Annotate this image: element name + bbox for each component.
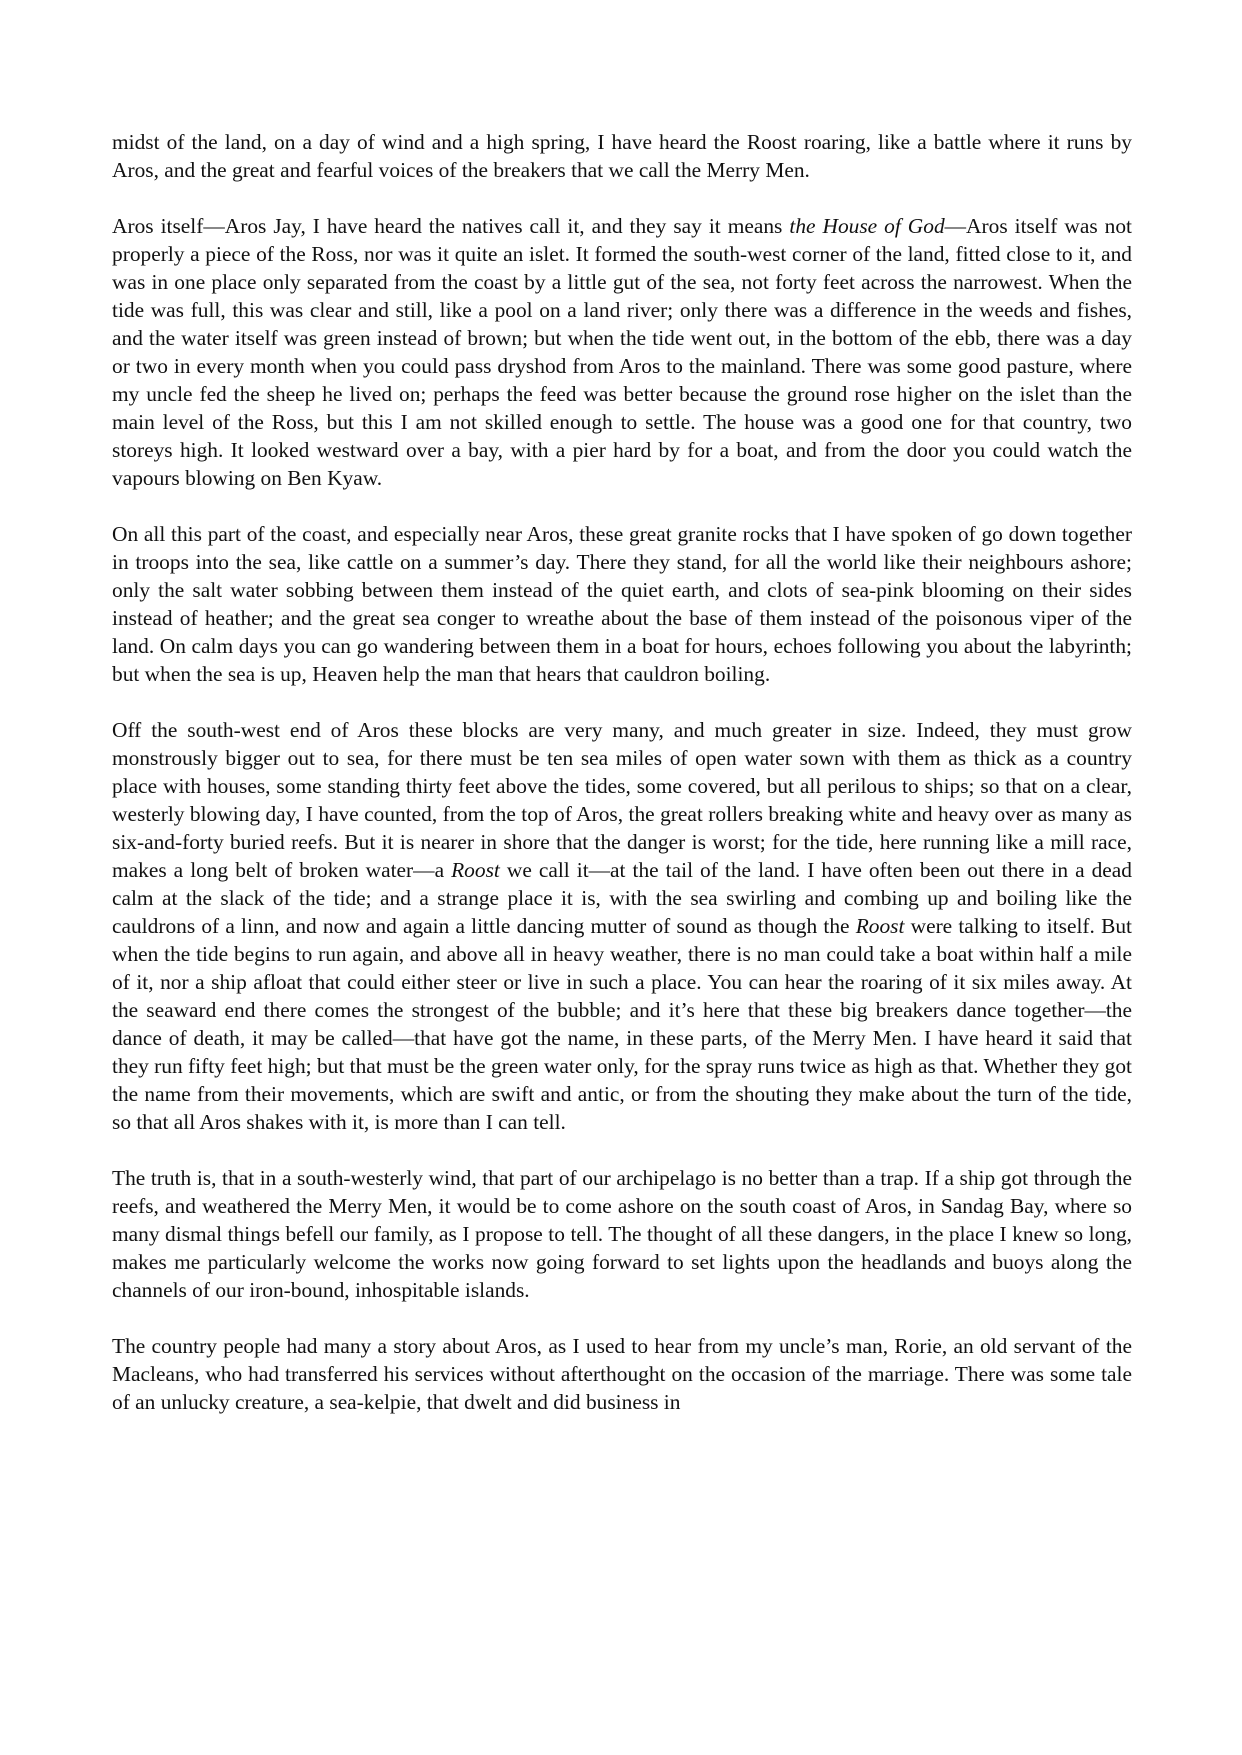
text-segment: midst of the land, on a day of wind and a high spring, I have heard the Roost roaring, like a battle where it runs by Aros, and the great and fearful voices of the breakers that we call the Merry Men. bbox=[112, 130, 1132, 182]
text-segment: The truth is, that in a south-westerly wind, that part of our archipelago is no better than a trap. If a ship got through the reefs, and weathered the Merry Men, it would be to come ashore on the south coast of Aros, in Sandag Bay, where so many dismal things befell our family, as I propose to tell. The thought of all these dangers, in the place I knew so long, makes me particularly welcome the works now going forward to set lights upon the headlands and buoys along the channels of our iron-bound, inhospitable islands. bbox=[112, 1166, 1132, 1302]
italic-segment: Roost bbox=[451, 858, 500, 882]
italic-segment: the House of God bbox=[789, 214, 945, 238]
text-segment: were talking to itself. But when the tide begins to run again, and above all in heavy weather, there is no man could take a boat within half a mile of it, nor a ship afloat that could either steer or live in such a place. You can hear the roaring of it six miles away. At the seaward end there comes the strongest of the bubble; and it’s here that these big breakers dance together—the dance of death, it may be called—that have got the name, in these parts, of the Merry Men. I have heard it said that they run fifty feet high; but that must be the green water only, for the spray runs twice as high as that. Whether they got the name from their movements, which are swift and antic, or from the shouting they make about the turn of the tide, so that all Aros shakes with it, is more than I can tell. bbox=[112, 914, 1132, 1134]
text-segment: Aros itself—Aros Jay, I have heard the natives call it, and they say it means bbox=[112, 214, 790, 238]
text-segment: Off the south-west end of Aros these blocks are very many, and much greater in size. Indeed, they must grow monstrously bigger out to sea, for there must be ten sea miles of open water sown with them as thick as a country place with houses, some standing thirty feet above the tides, some covered, but all perilous to ships; so that on a clear, westerly blowing day, I have counted, from the top of Aros, the great rollers breaking white and heavy over as many as six-and-forty buried reefs. But it is nearer in shore that the danger is worst; for the tide, here running like a mill race, makes a long belt of broken water—a bbox=[112, 718, 1132, 882]
text-segment: On all this part of the coast, and especially near Aros, these great granite rocks that I have spoken of go down together in troops into the sea, like cattle on a summer’s day. There they stand, for all the world like their neighbours ashore; only the salt water sobbing between them instead of the quiet earth, and clots of sea-pink blooming on their sides instead of heather; and the great sea conger to wreathe about the base of them instead of the poisonous viper of the land. On calm days you can go wandering between them in a boat for hours, echoes following you about the labyrinth; but when the sea is up, Heaven help the man that hears that cauldron boiling. bbox=[112, 522, 1132, 686]
document-page bbox=[112, 128, 1132, 1416]
paragraph bbox=[112, 716, 1132, 1136]
paragraph bbox=[112, 1164, 1132, 1304]
text-segment: —Aros itself was not properly a piece of the Ross, nor was it quite an islet. It formed the south-west corner of the land, fitted close to it, and was in one place only separated from the coast by a little gut of the sea, not forty feet across the narrowest. When the tide was full, this was clear and still, like a pool on a land river; only there was a difference in the weeds and fishes, and the water itself was green instead of brown; but when the tide went out, in the bottom of the ebb, there was a day or two in every month when you could pass dryshod from Aros to the mainland. There was some good pasture, where my uncle fed the sheep he lived on; perhaps the feed was better because the ground rose higher on the islet than the main level of the Ross, but this I am not skilled enough to settle. The house was a good one for that country, two storeys high. It looked westward over a bay, with a pier hard by for a boat, and from the door you could watch the vapours blowing on Ben Kyaw. bbox=[112, 214, 1133, 490]
text-segment: we call it—at the tail of the land. I have often been out there in a dead calm at the slack of the tide; and a strange place it is, with the sea swirling and combing up and boiling like the cauldrons of a linn, and now and again a little dancing mutter of sound as though the bbox=[112, 858, 1132, 938]
paragraph bbox=[112, 212, 1132, 492]
paragraph bbox=[112, 128, 1132, 184]
italic-segment: Roost bbox=[855, 914, 905, 938]
paragraph bbox=[112, 520, 1132, 688]
paragraph bbox=[112, 1332, 1132, 1416]
text-segment: The country people had many a story about Aros, as I used to hear from my uncle’s man, Rorie, an old servant of the Macleans, who had transferred his services without afterthought on the occasion of the marriage. There was some tale of an unlucky creature, a sea-kelpie, that dwelt and did business in bbox=[112, 1334, 1132, 1414]
